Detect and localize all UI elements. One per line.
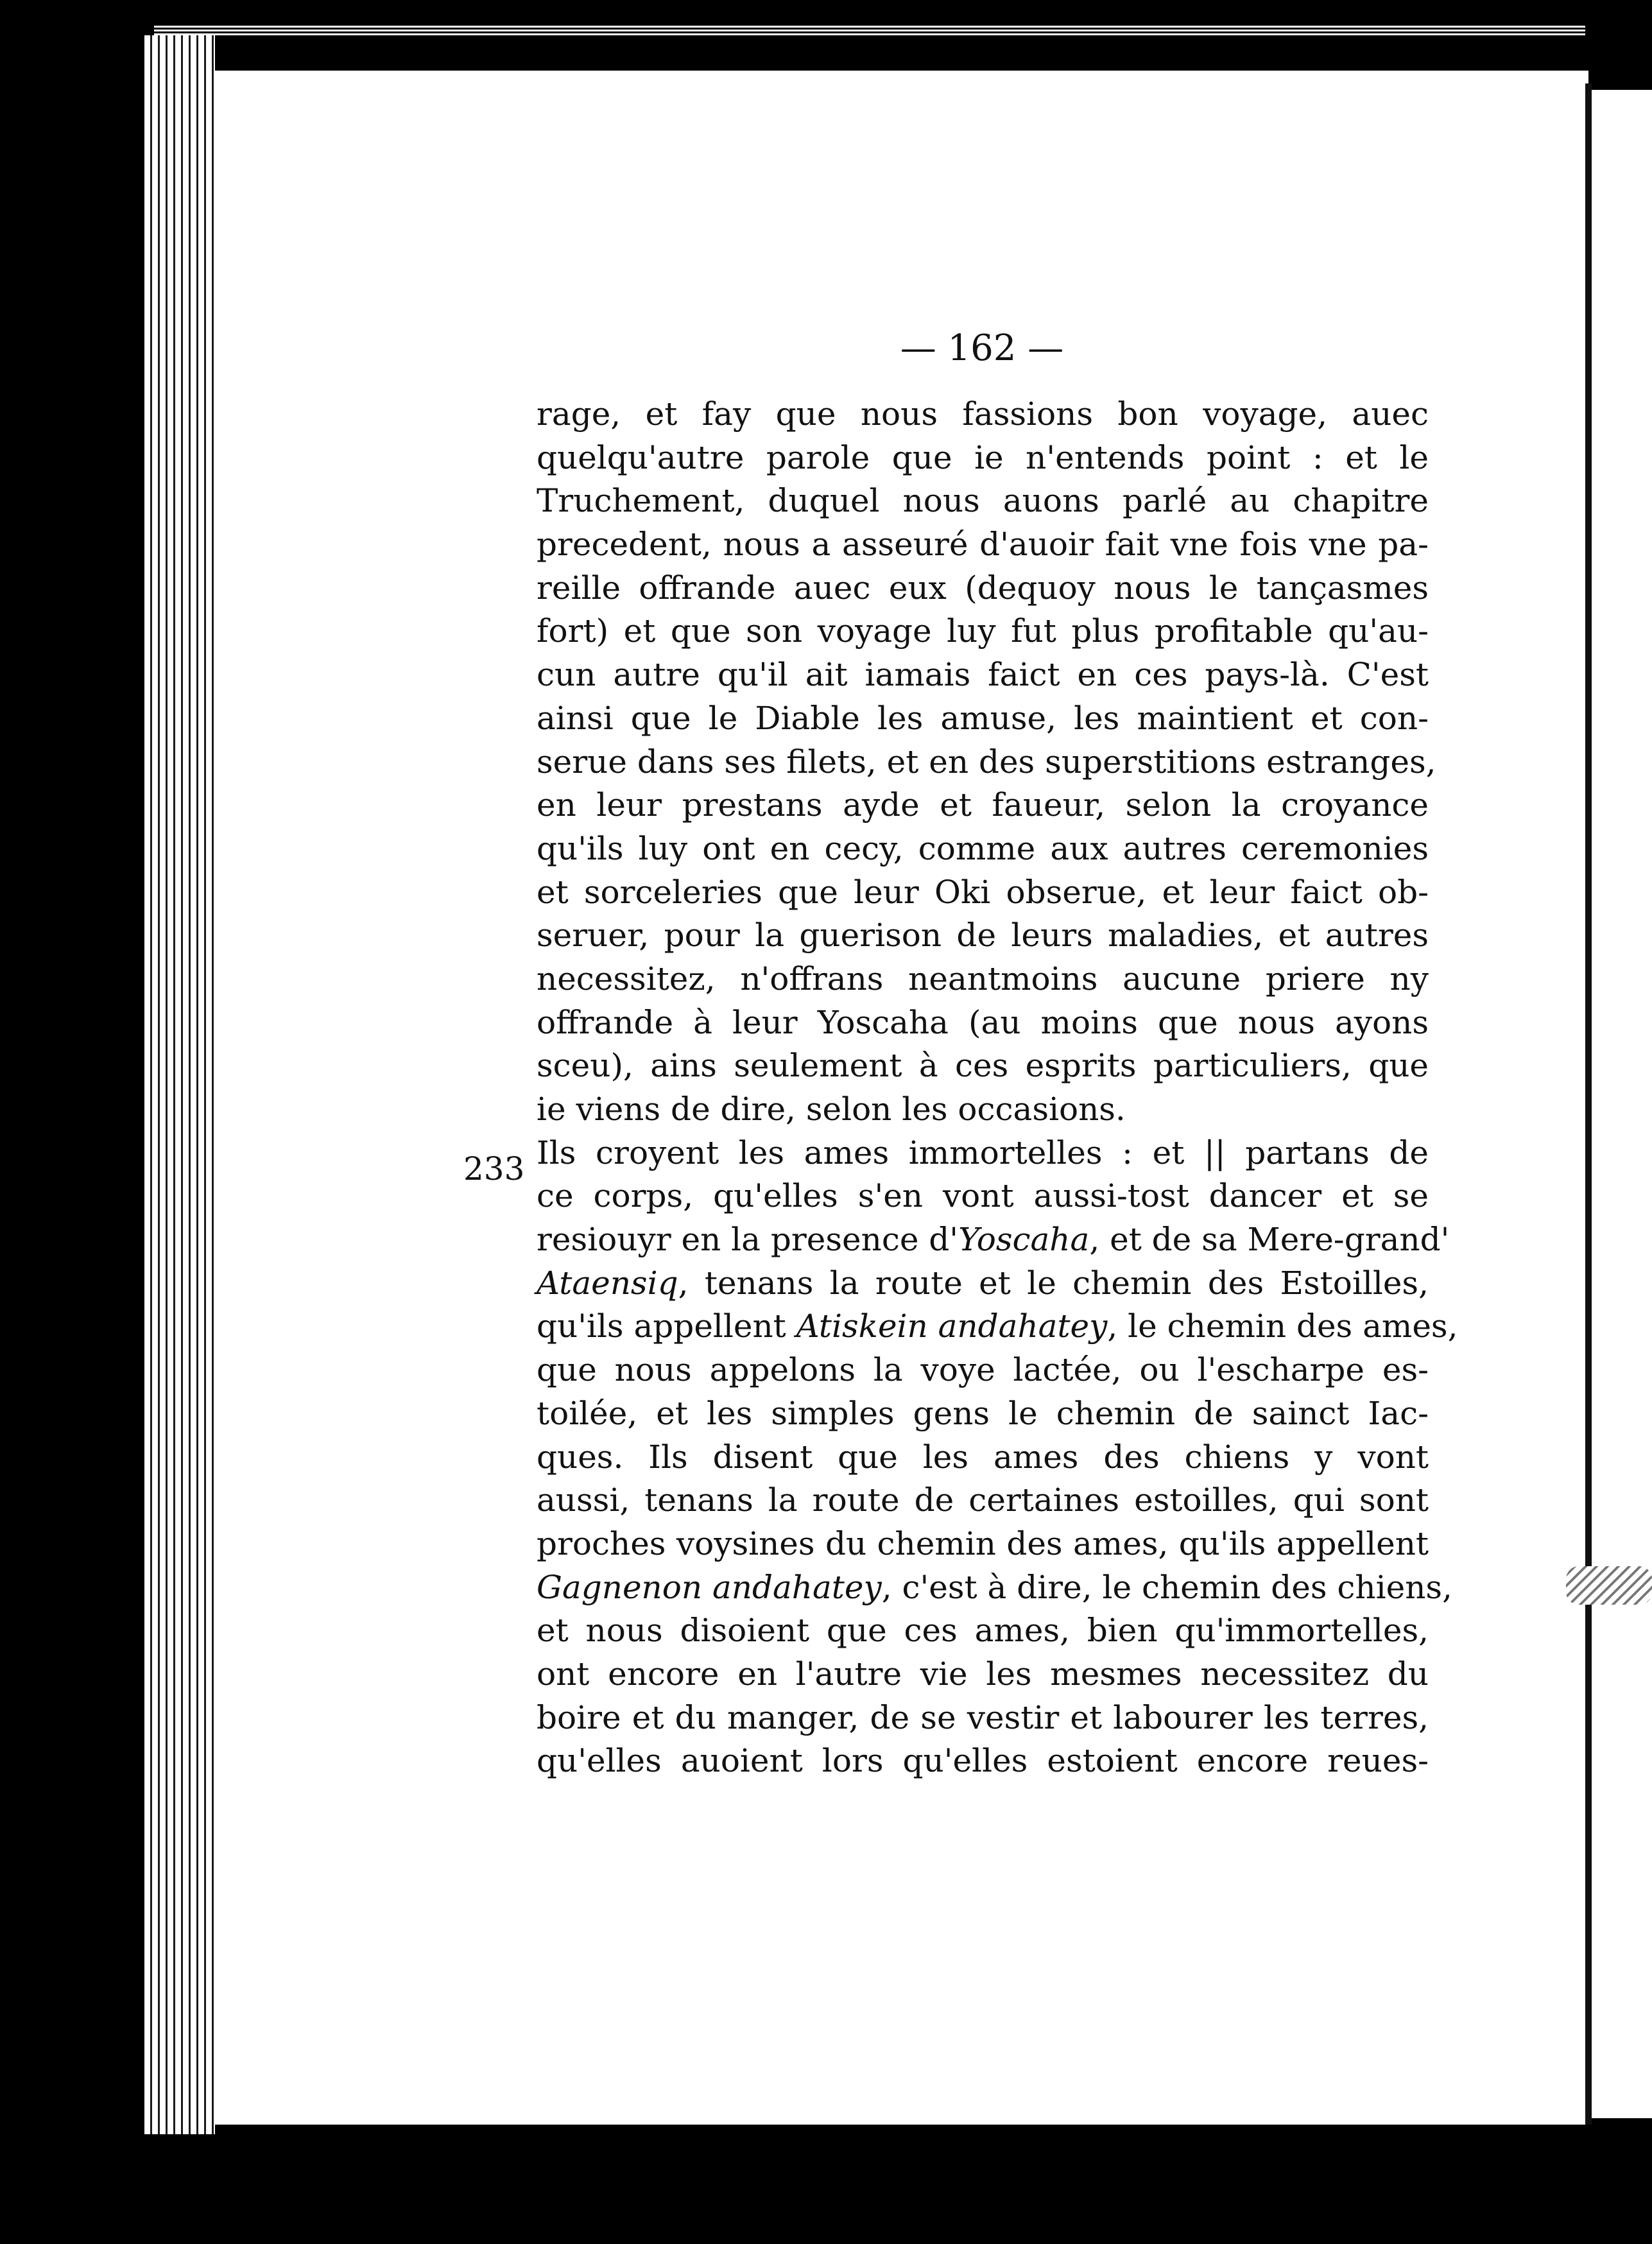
page-number: — 162 — <box>900 327 1064 369</box>
text-line <box>537 1088 1429 1132</box>
text-run: reille offrande auec eux (dequoy nous le tançasmes <box>537 569 1429 607</box>
text-line <box>537 1609 1429 1653</box>
italic-text: Atiskein andahatey <box>796 1308 1108 1345</box>
body-text <box>537 393 1458 1783</box>
text-run: que nous appelons la voye lactée, ou l'escharpe es- <box>537 1351 1429 1389</box>
text-run: en leur prestans ayde et faueur, selon la croyance <box>537 786 1429 824</box>
text-line <box>537 958 1429 1001</box>
italic-text: Ataensiq <box>537 1264 678 1302</box>
text-line <box>537 1653 1429 1696</box>
text-run: Truchement, duquel nous auons parlé au chapitre <box>537 482 1429 520</box>
text-run: ce corps, qu'elles s'en vont aussi-tost dancer et se <box>537 1177 1429 1215</box>
text-line <box>537 784 1429 827</box>
text-line <box>537 479 1429 523</box>
text-run: boire et du manger, de se vestir et labourer les terres, <box>537 1698 1429 1736</box>
text-line <box>537 1175 1429 1218</box>
text-line <box>537 1218 1450 1262</box>
text-run: et sorceleries que leur Oki obserue, et leur faict ob- <box>537 873 1429 911</box>
text-line <box>537 1696 1429 1740</box>
book-spine <box>1585 83 1592 2125</box>
text-run: qu'ils appellent <box>537 1308 796 1345</box>
text-run: resiouyr en la presence d' <box>537 1221 959 1259</box>
text-run: proches voysines du chemin des ames, qu'ils appellent <box>537 1524 1429 1562</box>
text-run: , c'est à dire, le chemin des chiens, <box>881 1568 1452 1606</box>
text-line <box>537 1044 1429 1088</box>
text-line <box>537 1262 1429 1306</box>
text-run: , tenans la route et le chemin des Estoilles, <box>678 1264 1429 1302</box>
facing-page-edge <box>1592 90 1652 2118</box>
text-line <box>537 1523 1429 1566</box>
text-line <box>537 610 1429 653</box>
text-line <box>537 1566 1452 1610</box>
text-line <box>537 393 1429 436</box>
left-page-edges <box>144 35 215 2134</box>
text-line <box>537 523 1429 567</box>
text-run: , le chemin des ames, <box>1107 1308 1458 1345</box>
text-run: ont encore en l'autre vie les mesmes necessitez du <box>537 1655 1429 1693</box>
text-run: ainsi que le Diable les amuse, les maintient et con- <box>537 699 1429 737</box>
text-line <box>537 653 1429 697</box>
text-run: Ils croyent les ames immortelles : et || partans de <box>537 1134 1429 1171</box>
italic-text: Gagnenon andahatey <box>537 1568 882 1606</box>
text-line <box>537 871 1429 915</box>
text-line <box>537 1739 1429 1783</box>
text-run: offrande à leur Yoscaha (au moins que nous ayons <box>537 1003 1429 1041</box>
italic-text: Yoscaha <box>958 1221 1090 1259</box>
text-line <box>537 1001 1429 1045</box>
top-page-edges <box>154 26 1585 37</box>
text-line <box>537 827 1429 871</box>
margin-note: 233 <box>463 1150 525 1187</box>
text-line <box>537 697 1429 741</box>
text-line <box>537 1305 1458 1349</box>
text-run: sceu), ains seulement à ces esprits particuliers, que <box>537 1047 1429 1085</box>
text-run: aussi, tenans la route de certaines estoilles, qui sont <box>537 1481 1429 1519</box>
text-line <box>537 436 1429 480</box>
text-run: , et de sa Mere-grand' <box>1089 1221 1450 1259</box>
text-line <box>537 1436 1429 1480</box>
text-line <box>537 567 1429 610</box>
text-line <box>537 1392 1429 1436</box>
text-run: fort) et que son voyage luy fut plus profitable qu'au- <box>537 612 1429 650</box>
text-run: toilée, et les simples gens le chemin de sainct Iac- <box>537 1394 1429 1432</box>
text-line <box>537 1349 1429 1392</box>
text-run: seruer, pour la guerison de leurs maladies, et autres <box>537 917 1429 954</box>
text-run: quelqu'autre parole que ie n'entends point : et le <box>537 438 1429 476</box>
text-run: cun autre qu'il ait iamais faict en ces pays-là. C'est <box>537 656 1429 694</box>
text-run: rage, et fay que nous fassions bon voyage, auec <box>537 395 1429 433</box>
text-run: et nous disoient que ces ames, bien qu'immortelles, <box>537 1612 1429 1650</box>
text-run: qu'elles auoient lors qu'elles estoient encore reues- <box>537 1742 1429 1780</box>
text-run: ie viens de dire, selon les occasions. <box>537 1091 1126 1128</box>
text-run: necessitez, n'offrans neantmoins aucune priere ny <box>537 960 1429 997</box>
text-run: serue dans ses filets, et en des superstitions estranges, <box>537 743 1436 781</box>
text-run: qu'ils luy ont en cecy, comme aux autres ceremonies <box>537 829 1429 867</box>
text-run: ques. Ils disent que les ames des chiens y vont <box>537 1438 1429 1476</box>
text-line <box>537 1132 1429 1175</box>
text-line <box>537 1479 1429 1523</box>
text-line <box>537 741 1436 784</box>
text-run: precedent, nous a asseuré d'auoir fait vne fois vne pa- <box>537 526 1429 564</box>
text-line <box>537 914 1429 958</box>
binding-string <box>1566 1566 1652 1605</box>
